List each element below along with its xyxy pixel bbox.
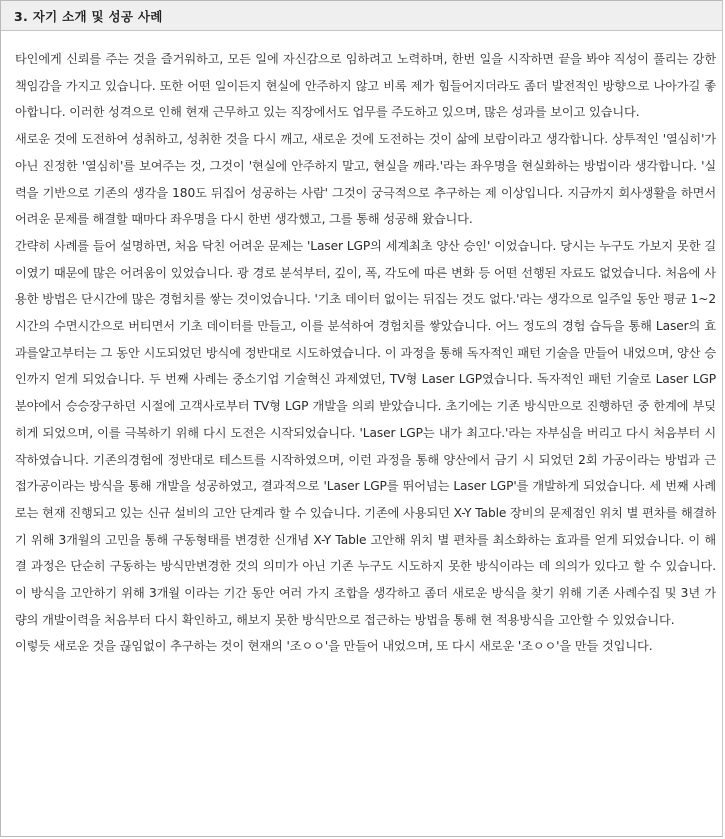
section-title: 3. 자기 소개 및 성공 사례 xyxy=(14,9,163,24)
paragraph-conclusion: 이렇듯 새로운 것을 끊임없이 추구하는 것이 현재의 '조ㅇㅇ'을 만들어 내었으며, 또 다시 새로운 '조ㅇㅇ'을 만들 것입니다. xyxy=(15,639,653,654)
section-header xyxy=(1,1,722,31)
document-body xyxy=(1,31,722,660)
paragraph-motto: 새로운 것에 도전하여 성취하고, 성취한 것을 다시 깨고, 새로운 것에 도전하는 것이 삶에 보람이라고 생각합니다. 상투적인 '열심히'가 아닌 진정한 '열심히'를 보여주는 것, 그것이 '현실에 안주하지 말고, 현실을 깨라.'라는 좌우명을 현실화하는 방법이라 생각합니다. '실력을 기반으로 기존의 생각을 180도 뒤집어 성공하는 사람' 그것이 궁극적으로 추구하는 제 이상입니다. 지금까지 회사생활을 하면서 어려운 문제를 해결할 때마다 좌우명을 다시 한번 생각했고, 그를 통해 성공해 왔습니다. xyxy=(15,132,716,227)
paragraph-personality: 타인에게 신뢰를 주는 것을 즐거워하고, 모든 일에 자신감으로 임하려고 노력하며, 한번 일을 시작하면 끝을 봐야 직성이 풀리는 강한 책임감을 가지고 있습니다. 또한 어떤 일이든지 현실에 안주하지 않고 비록 제가 힘들어지더라도 좀더 발전적인 방향으로 나아가길 좋아합니다. 이러한 성격으로 인해 현재 근무하고 있는 직장에서도 업무를 주도하고 있으며, 많은 성과를 보이고 있습니다. xyxy=(15,52,716,120)
paragraph-success-cases: 간략히 사례를 들어 설명하면, 처음 닥친 어려운 문제는 'Laser LGP의 세계최초 양산 승인' 이었습니다. 당시는 누구도 가보지 못한 길이였기 때문에 많은 어려움이 있었습니다. 광 경로 분석부터, 깊이, 폭, 각도에 따른 변화 등 어떤 선행된 자료도 없었습니다. 처음에 사용한 방법은 단시간에 많은 경험치를 쌓는 것이었습니다. '기초 데이터 없이는 뒤집는 것도 없다.'라는 생각으로 일주일 동안 평균 1~2시간의 수면시간으로 버티면서 기초 데이터를 만들고, 이를 분석하여 경험치를 쌓았습니다. 어느 정도의 경험 습득을 통해 Laser의 효과를알고부터는 그 동안 시도되었던 방식에 정반대로 시도하였습니다. 이 과정을 통해 독자적인 패턴 기술을 만들어 내었으며, 양산 승인까지 얻게 되었습니다. 두 번째 사례는 중소기업 기술혁신 과제였던, TV형 Laser LGP였습니다. 독자적인 패턴 기술로 Laser LGP분야에서 승승장구하던 시절에 고객사로부터 TV형 LGP 개발을 의뢰 받았습니다. 초기에는 기존 방식만으로 진행하던 중 한계에 부딪히게 되었으며, 이를 극복하기 위해 다시 도전은 시작되었습니다. 'Laser LGP는 내가 최고다.'라는 자부심을 버리고 다시 처음부터 시작하였습니다. 기존의경험에 정반대로 테스트를 시작하였으며, 이런 과정을 통해 양산에서 금기 시 되었던 2회 가공이라는 방법과 근접가공이라는 방식을 통해 개발을 성공하였고, 결과적으로 'Laser LGP를 뛰어넘는 Laser LGP'를 개발하게 되었습니다. 세 번째 사례로는 현재 진행되고 있는 신규 설비의 고안 단계라 할 수 있습니다. 기존에 사용되던 X-Y Table 장비의 문제점인 위치 별 편차를 해결하기 위해 3개월의 고민을 통해 구동형태를 변경한 신개념 X-Y Table 고안해 위치 별 편차를 최소화하는 효과를 얻게 되었습니다. 이 해결 과정은 단순히 구동하는 방식만변경한 것의 의미가 아닌 기존 누구도 시도하지 못한 방식이라는 데 의의가 있다고 할 수 있습니다. 이 방식을 고안하기 위해 3개월 이라는 기간 동안 여러 가지 조합을 생각하고 좀더 새로운 방식을 찾기 위해 기존 사례수집 및 3년 가량의 개발이력을 처음부터 다시 확인하고, 해보지 못한 방식만으로 접근하는 방법을 통해 현 적용방식을 고안할 수 있었습니다. xyxy=(15,238,716,627)
